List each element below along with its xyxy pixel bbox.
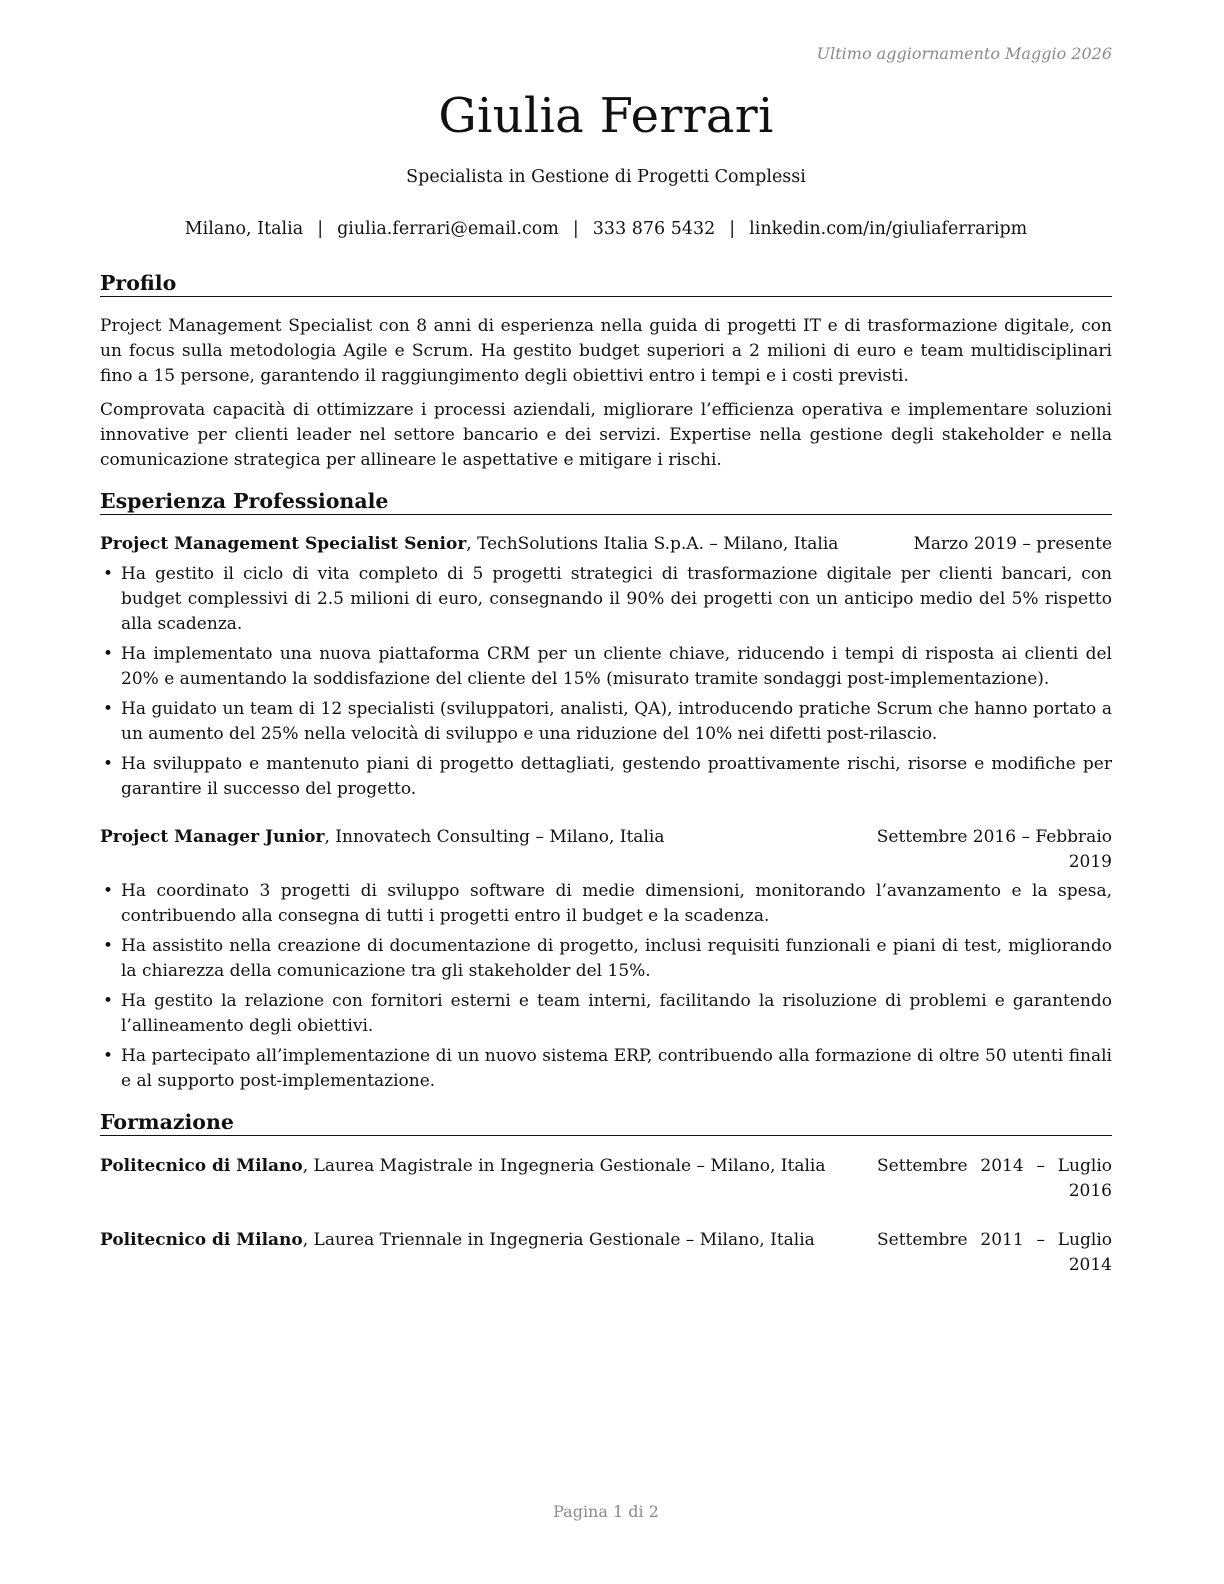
list-item	[100, 697, 1112, 747]
candidate-subtitle: Specialista in Gestione di Progetti Complessi	[406, 167, 806, 187]
job-header	[100, 532, 1112, 557]
bullet-icon: •	[103, 936, 114, 956]
list-item	[100, 1044, 1112, 1094]
list-item	[100, 934, 1112, 984]
contact-separator: |	[729, 219, 736, 239]
contact-linkedin[interactable]: linkedin.com/in/giuliaferraripm	[749, 219, 1028, 239]
section-title-profile: Profilo	[100, 271, 1112, 297]
section-title-experience: Esperienza Professionale	[100, 489, 1112, 515]
profile-paragraph-1: Project Management Specialist con 8 anni di esperienza nella guida di progetti IT e di trasformazione digitale, con un focus sulla metodologia Agile e Scrum. Ha gestito budget superiori a 2 milioni di euro e team multidisciplinari fino a 15 persone, garantendo il raggiungimento degli obiettivi entro i tempi e i costi previsti.	[100, 316, 1112, 386]
bullet-icon: •	[103, 991, 114, 1011]
job-dates: Settembre 2016 – Febbraio 2019	[876, 827, 1112, 872]
list-item	[100, 642, 1112, 692]
contact-location: Milano, Italia	[184, 219, 304, 239]
contact-separator: |	[572, 219, 579, 239]
profile-paragraph-2: Comprovata capacità di ottimizzare i processi aziendali, migliorare l’efficienza operativa e implementare soluzioni innovative per clienti leader nel settore bancario e dei servizi. Expertise nella gestione degli stakeholder e nella comunicazione strategica per allineare le aspettative e mitigare i rischi.	[100, 400, 1112, 470]
job-role: Project Management Specialist Senior	[100, 534, 467, 554]
list-item	[100, 752, 1112, 802]
list-item	[100, 879, 1112, 929]
education-entry	[100, 1154, 1112, 1201]
bullet-icon: •	[103, 699, 114, 719]
education-school: Politecnico di Milano	[100, 1230, 303, 1250]
education-school: Politecnico di Milano	[100, 1156, 303, 1176]
candidate-name: Giulia Ferrari	[438, 88, 774, 144]
education-degree: , Laurea Magistrale in Ingegneria Gestionale – Milano, Italia	[302, 1156, 826, 1176]
job-dates: Marzo 2019 – presente	[913, 534, 1112, 554]
bullet-text: Ha gestito il ciclo di vita completo di 5 progetti strategici di trasformazione digitale per clienti bancari, con budget complessivi di 2.5 milioni di euro, consegnando il 90% dei progetti con un anticipo medio del 5% rispetto alla scadenza.	[121, 564, 1112, 634]
contact-separator: |	[317, 219, 324, 239]
education-dates: Settembre 2011 – Luglio 2014	[877, 1230, 1112, 1275]
bullet-text: Ha guidato un team di 12 specialisti (sviluppatori, analisti, QA), introducendo pratiche Scrum che hanno portato a un aumento del 25% nella velocità di sviluppo e una riduzione del 10% nei difetti post-rilascio.	[121, 699, 1112, 744]
last-updated-note: Ultimo aggiornamento Maggio 2026	[816, 44, 1112, 63]
bullet-text: Ha coordinato 3 progetti di sviluppo software di medie dimensioni, monitorando l’avanzamento e la spesa, contribuendo alla consegna di tutti i progetti entro il budget e la scadenza.	[121, 881, 1112, 926]
bullet-icon: •	[103, 564, 114, 584]
page-number: Pagina 1 di 2	[553, 1502, 659, 1521]
education-entry	[100, 1228, 1112, 1275]
job-bullet-list	[100, 879, 1112, 1099]
education-dates: Settembre 2014 – Luglio 2016	[877, 1156, 1112, 1201]
bullet-icon: •	[103, 644, 114, 664]
bullet-text: Ha sviluppato e mantenuto piani di progetto dettagliati, gestendo proattivamente rischi, risorse e modifiche per garantire il successo del progetto.	[121, 754, 1112, 799]
bullet-text: Ha assistito nella creazione di documentazione di progetto, inclusi requisiti funzionali e piani di test, migliorando la chiarezza della comunicazione tra gli stakeholder del 15%.	[121, 936, 1112, 981]
bullet-icon: •	[103, 1046, 114, 1066]
contact-line	[100, 219, 1112, 239]
contact-phone: 333 876 5432	[592, 219, 716, 239]
job-company: , TechSolutions Italia S.p.A. – Milano, Italia	[466, 534, 839, 554]
bullet-text: Ha implementato una nuova piattaforma CRM per un cliente chiave, riducendo i tempi di risposta ai clienti del 20% e aumentando la soddisfazione del cliente del 15% (misurato tramite sondaggi post-implementazione).	[121, 644, 1112, 689]
bullet-text: Ha gestito la relazione con fornitori esterni e team interni, facilitando la risoluzione di problemi e garantendo l’allineamento degli obiettivi.	[121, 991, 1112, 1036]
list-item	[100, 989, 1112, 1039]
resume-page	[100, 0, 1112, 1584]
contact-email[interactable]: giulia.ferrari@email.com	[337, 219, 559, 239]
list-item	[100, 562, 1112, 637]
job-role: Project Manager Junior	[100, 827, 325, 847]
bullet-icon: •	[103, 881, 114, 901]
bullet-icon: •	[103, 754, 114, 774]
education-degree: , Laurea Triennale in Ingegneria Gestionale – Milano, Italia	[302, 1230, 815, 1250]
job-company: , Innovatech Consulting – Milano, Italia	[324, 827, 665, 847]
job-header	[100, 825, 1112, 872]
bullet-text: Ha partecipato all’implementazione di un nuovo sistema ERP, contribuendo alla formazione di oltre 50 utenti finali e al supporto post-implementazione.	[121, 1046, 1112, 1091]
section-title-education: Formazione	[100, 1110, 1112, 1136]
job-bullet-list	[100, 562, 1112, 807]
